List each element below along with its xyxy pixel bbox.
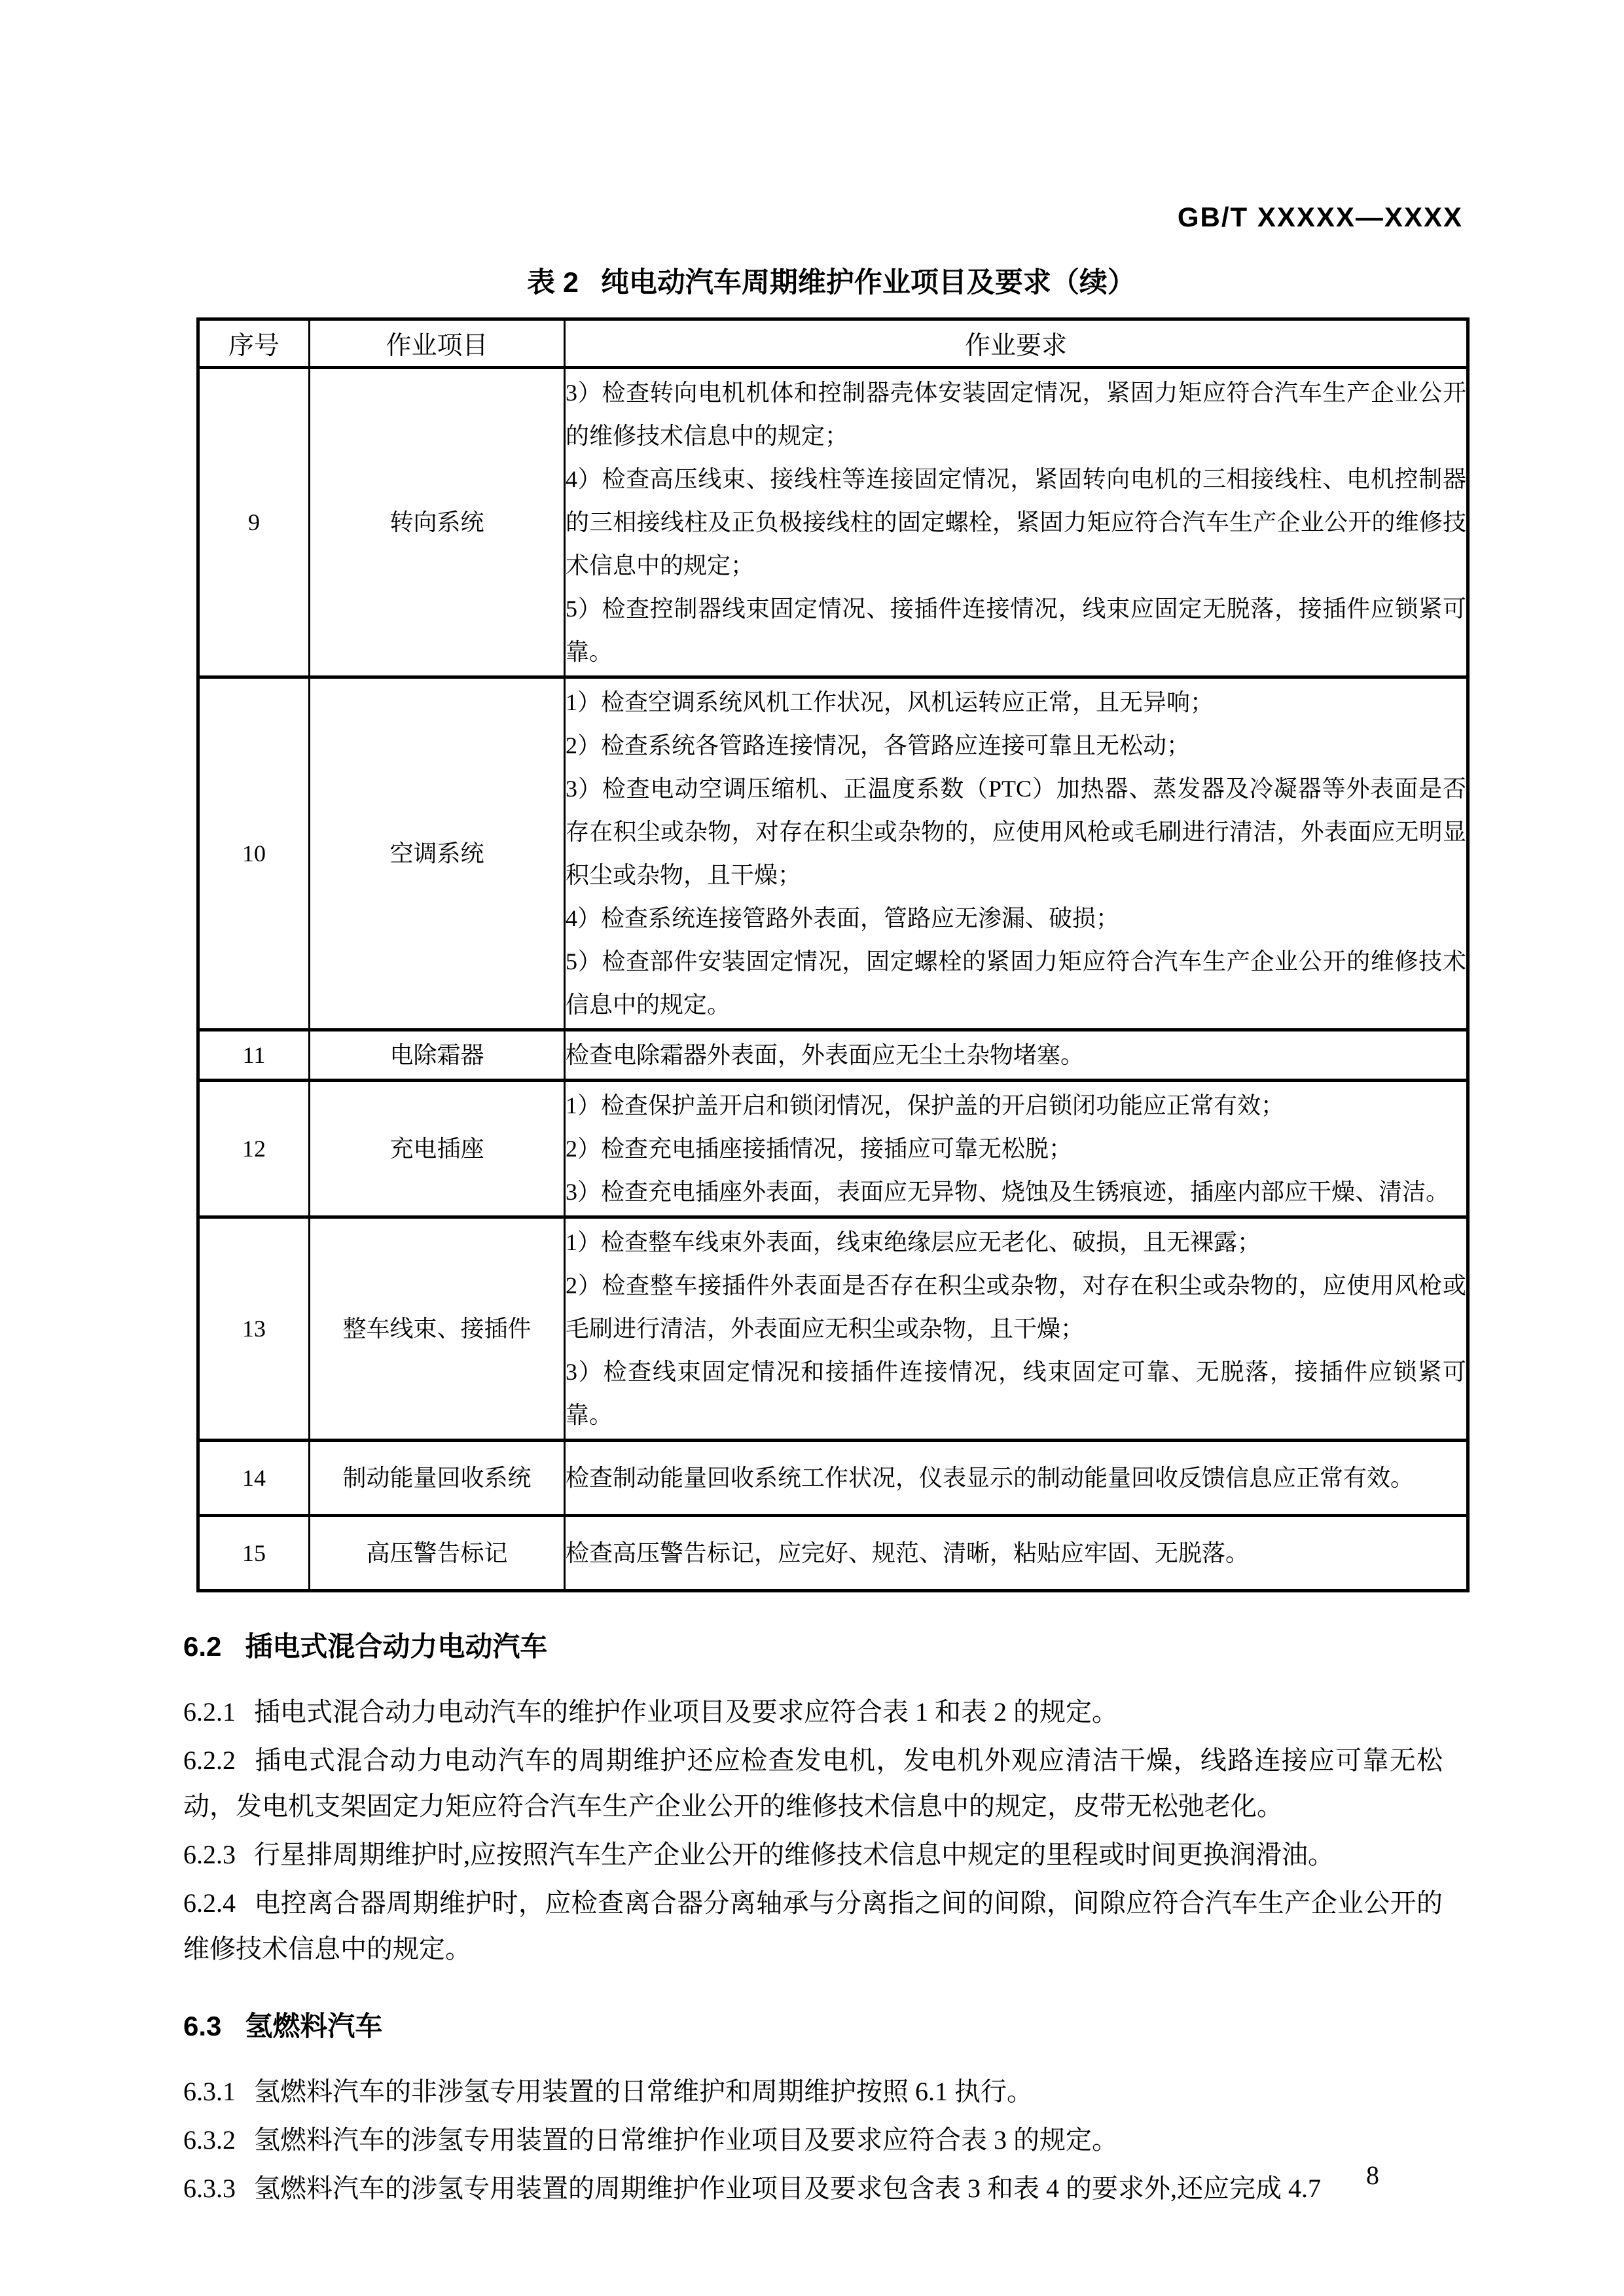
row-no: 13 bbox=[198, 1217, 310, 1441]
requirement-line: 检查电除霜器外表面，外表面应无尘土杂物堵塞。 bbox=[566, 1042, 1085, 1068]
row-requirements bbox=[565, 1441, 1468, 1516]
clause-number: 6.3.3 bbox=[183, 2174, 236, 2203]
row-item: 空调系统 bbox=[310, 677, 565, 1030]
row-item: 转向系统 bbox=[310, 368, 565, 677]
clause-number: 6.2.4 bbox=[183, 1888, 236, 1918]
requirement-line: 5）检查部件安装固定情况，固定螺栓的紧固力矩应符合汽车生产企业公开的维修技术信息中的规定。 bbox=[566, 948, 1466, 1018]
column-header-item: 作业项目 bbox=[310, 319, 565, 368]
table-title bbox=[196, 0, 1466, 300]
table-row bbox=[198, 1217, 1468, 1441]
requirement-line: 2）检查充电插座接插情况，接插应可靠无松脱； bbox=[566, 1136, 1073, 1162]
row-no: 12 bbox=[198, 1081, 310, 1217]
section-number: 6.2 bbox=[183, 1631, 222, 1662]
requirement-line: 1）检查保护盖开启和锁闭情况，保护盖的开启锁闭功能应正常有效； bbox=[566, 1092, 1285, 1119]
clause-6-2-3 bbox=[183, 1832, 1443, 1878]
page-number: 8 bbox=[1366, 2161, 1379, 2190]
section-heading-6-3 bbox=[183, 2005, 1443, 2044]
requirement-line: 1）检查空调系统风机工作状况，风机运转应正常，且无异响； bbox=[566, 689, 1214, 715]
section-number: 6.3 bbox=[183, 2011, 222, 2041]
row-item: 制动能量回收系统 bbox=[310, 1441, 565, 1516]
clause-text: 插电式混合动力电动汽车的周期维护还应检查发电机，发电机外观应清洁干燥，线路连接应可靠无松动，发电机支架固定力矩应符合汽车生产企业公开的维修技术信息中的规定，皮带无松弛老化。 bbox=[183, 1746, 1443, 1821]
requirement-line: 4）检查系统连接管路外表面，管路应无渗漏、破损； bbox=[566, 905, 1120, 931]
table-row bbox=[198, 1516, 1468, 1591]
row-no: 9 bbox=[198, 368, 310, 677]
row-item: 电除霜器 bbox=[310, 1030, 565, 1081]
row-no: 10 bbox=[198, 677, 310, 1030]
clause-6-2-2 bbox=[183, 1738, 1443, 1829]
requirement-line: 2）检查整车接插件外表面是否存在积尘或杂物，对存在积尘或杂物的，应使用风枪或毛刷进行清洁，外表面应无积尘或杂物，且干燥； bbox=[566, 1272, 1466, 1342]
row-item: 高压警告标记 bbox=[310, 1516, 565, 1591]
table-title-text: 纯电动汽车周期维护作业项目及要求（续） bbox=[600, 267, 1136, 298]
table-row bbox=[198, 677, 1468, 1030]
requirement-line: 检查制动能量回收系统工作状况，仪表显示的制动能量回收反馈信息应正常有效。 bbox=[566, 1465, 1415, 1491]
requirement-line: 1）检查整车线束外表面，线束绝缘层应无老化、破损，且无裸露； bbox=[566, 1229, 1261, 1255]
clause-text: 电控离合器周期维护时，应检查离合器分离轴承与分离指之间的间隙，间隙应符合汽车生产企业公开的维修技术信息中的规定。 bbox=[183, 1888, 1443, 1964]
table-row bbox=[198, 1081, 1468, 1217]
column-header-no: 序号 bbox=[198, 319, 310, 368]
clause-6-2-4 bbox=[183, 1880, 1443, 1972]
requirement-line: 3）检查电动空调压缩机、正温度系数（PTC）加热器、蒸发器及冷凝器等外表面是否存在积尘或杂物，对存在积尘或杂物的，应使用风枪或毛刷进行清洁，外表面应无明显积尘或杂物，且干燥； bbox=[566, 776, 1466, 888]
clause-6-3-3 bbox=[183, 2166, 1443, 2212]
row-no: 11 bbox=[198, 1030, 310, 1081]
clause-text: 氢燃料汽车的非涉氢专用装置的日常维护和周期维护按照 6.1 执行。 bbox=[254, 2077, 1033, 2106]
section-title: 插电式混合动力电动汽车 bbox=[245, 1631, 548, 1662]
standard-code: GB/T XXXXX—XXXX bbox=[1177, 202, 1463, 232]
requirement-line: 2）检查系统各管路连接情况，各管路应连接可靠且无松动； bbox=[566, 732, 1191, 759]
clause-text: 行星排周期维护时,应按照汽车生产企业公开的维修技术信息中规定的里程或时间更换润滑油。 bbox=[254, 1840, 1334, 1869]
row-requirements bbox=[565, 677, 1468, 1030]
table-row bbox=[198, 368, 1468, 677]
row-item: 整车线束、接插件 bbox=[310, 1217, 565, 1441]
clause-text: 插电式混合动力电动汽车的维护作业项目及要求应符合表 1 和表 2 的规定。 bbox=[254, 1697, 1118, 1727]
row-requirements bbox=[565, 1217, 1468, 1441]
body-text bbox=[183, 1625, 1443, 2212]
clause-number: 6.2.3 bbox=[183, 1840, 236, 1869]
requirement-line: 3）检查转向电机机体和控制器壳体安装固定情况，紧固力矩应符合汽车生产企业公开的维修技术信息中的规定； bbox=[566, 380, 1466, 449]
clause-6-3-2 bbox=[183, 2117, 1443, 2163]
row-no: 14 bbox=[198, 1441, 310, 1516]
clause-number: 6.3.2 bbox=[183, 2125, 236, 2155]
row-no: 15 bbox=[198, 1516, 310, 1591]
column-header-requirement: 作业要求 bbox=[565, 319, 1468, 368]
requirement-line: 检查高压警告标记，应完好、规范、清晰，粘贴应牢固、无脱落。 bbox=[566, 1540, 1250, 1566]
row-requirements bbox=[565, 1516, 1468, 1591]
clause-text: 氢燃料汽车的涉氢专用装置的日常维护作业项目及要求应符合表 3 的规定。 bbox=[254, 2125, 1118, 2155]
row-requirements bbox=[565, 368, 1468, 677]
table-header-row bbox=[198, 319, 1468, 368]
maintenance-table bbox=[196, 317, 1470, 1592]
requirement-line: 3）检查线束固定情况和接插件连接情况，线束固定可靠、无脱落，接插件应锁紧可靠。 bbox=[566, 1359, 1466, 1428]
requirement-line: 5）检查控制器线束固定情况、接插件连接情况，线束应固定无脱落，接插件应锁紧可靠。 bbox=[566, 596, 1466, 665]
section-heading-6-2 bbox=[183, 1625, 1443, 1664]
clause-number: 6.2.1 bbox=[183, 1697, 236, 1727]
clause-6-2-1 bbox=[183, 1689, 1443, 1735]
requirement-line: 3）检查充电插座外表面，表面应无异物、烧蚀及生锈痕迹，插座内部应干燥、清洁。 bbox=[566, 1179, 1450, 1205]
requirement-line: 4）检查高压线束、接线柱等连接固定情况，紧固转向电机的三相接线柱、电机控制器的三相接线柱及正负极接线柱的固定螺栓，紧固力矩应符合汽车生产企业公开的维修技术信息中的规定； bbox=[566, 466, 1466, 579]
table-row bbox=[198, 1030, 1468, 1081]
section-title: 氢燃料汽车 bbox=[245, 2011, 383, 2041]
row-item: 充电插座 bbox=[310, 1081, 565, 1217]
row-requirements bbox=[565, 1081, 1468, 1217]
clause-text: 氢燃料汽车的涉氢专用装置的周期维护作业项目及要求包含表 3 和表 4 的要求外,还应完成 4.7 bbox=[254, 2174, 1321, 2203]
clause-6-3-1 bbox=[183, 2069, 1443, 2115]
clause-number: 6.2.2 bbox=[183, 1746, 236, 1775]
clause-number: 6.3.1 bbox=[183, 2077, 236, 2106]
table-title-prefix: 表 2 bbox=[527, 267, 579, 298]
table-row bbox=[198, 1441, 1468, 1516]
row-requirements bbox=[565, 1030, 1468, 1081]
